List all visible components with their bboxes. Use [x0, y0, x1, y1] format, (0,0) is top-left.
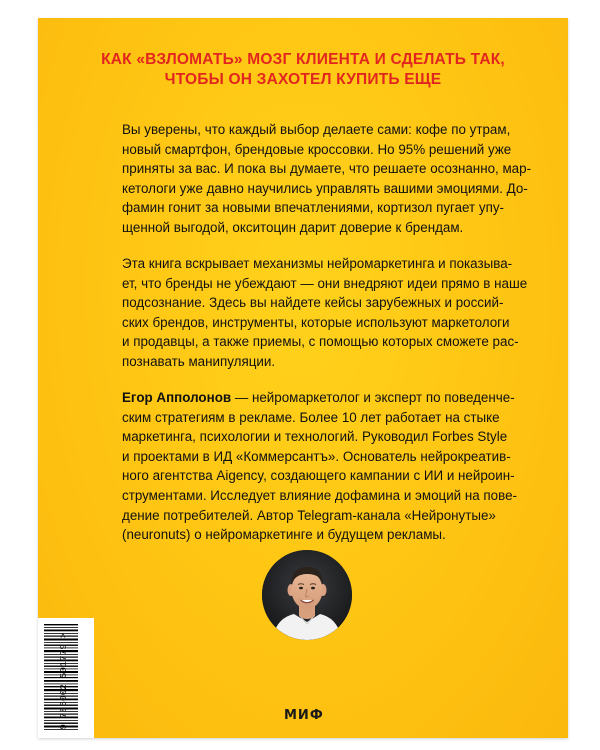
text-line: дение потребителей. Автор Telegram-канала «Нейронутые» [122, 507, 496, 523]
text-line: подсознание. Здесь вы найдете кейсы зарубежных и россий- [122, 295, 504, 311]
text-line: Эта книга вскрывает механизмы нейромаркетинга и показыва- [122, 256, 513, 271]
book-back-cover [38, 18, 568, 738]
text-line: маркетинга, психологии и технологий. Руководил Forbes Style [122, 429, 508, 445]
text-line: ским стратегиям в рекламе. Более 10 лет работает на стыке [122, 409, 500, 425]
text-line: струментами. Исследует влияние дофамина и эмоций на пове- [122, 487, 518, 503]
text-line: приняты за вас. И пока вы думаете, что решаете осознанно, мар- [122, 161, 532, 177]
text-line: и продавцы, а также приемы, с помощью которых сможете рас- [122, 334, 519, 350]
headline [78, 50, 528, 90]
text-line: кетологи уже давно научились управлять вашими эмоциями. До- [122, 180, 528, 196]
author-portrait [262, 550, 352, 640]
isbn-barcode [38, 618, 94, 738]
text-line: ских брендов, инструменты, которые используют маркетологи [122, 314, 510, 330]
text-line: щенной выгодой, окситоцин дарит доверие к брендам. [122, 219, 464, 235]
author-bio-start: — нейромаркетолог и эксперт по поведенче- [231, 390, 515, 405]
publisher-logo: МИФ [284, 708, 324, 723]
text-line: новый смартфон, брендовые кроссовки. Но 95% решений уже [122, 141, 512, 157]
text-line: ного агентства Aigency, создающего кампании с ИИ и нейроин- [122, 468, 515, 484]
text-line: познавать манипуляции. [122, 353, 276, 369]
text-line: ет, что бренды не убеждают — они внедряют идеи прямо в наше [122, 275, 528, 291]
text-line: Вы уверены, что каждый выбор делаете сами: кофе по утрам, [122, 122, 511, 137]
headline-line-2: ЧТОБЫ ОН ЗАХОТЕЛ КУПИТЬ ЕЩЕ [164, 71, 442, 88]
paragraph-book-summary [122, 254, 528, 372]
headline-line-1: КАК «ВЗЛОМАТЬ» МОЗГ КЛИЕНТА И СДЕЛАТЬ ТАК, [101, 51, 505, 68]
text-line: фамин гонит за новыми впечатлениями, кортизол пугает упу- [122, 200, 505, 216]
text-line [122, 388, 528, 408]
author-name: Егор Апполонов [122, 390, 232, 405]
isbn-digits: 9 785002 501779 > [59, 632, 69, 730]
paragraph-intro [122, 120, 532, 238]
text-line: и проектами в ИД «Коммерсантъ». Основатель нейрокреатив- [122, 448, 511, 464]
text-line: (neuronuts) о нейромаркетинге и будущем рекламы. [122, 527, 446, 543]
paragraph-author-bio [122, 388, 528, 545]
